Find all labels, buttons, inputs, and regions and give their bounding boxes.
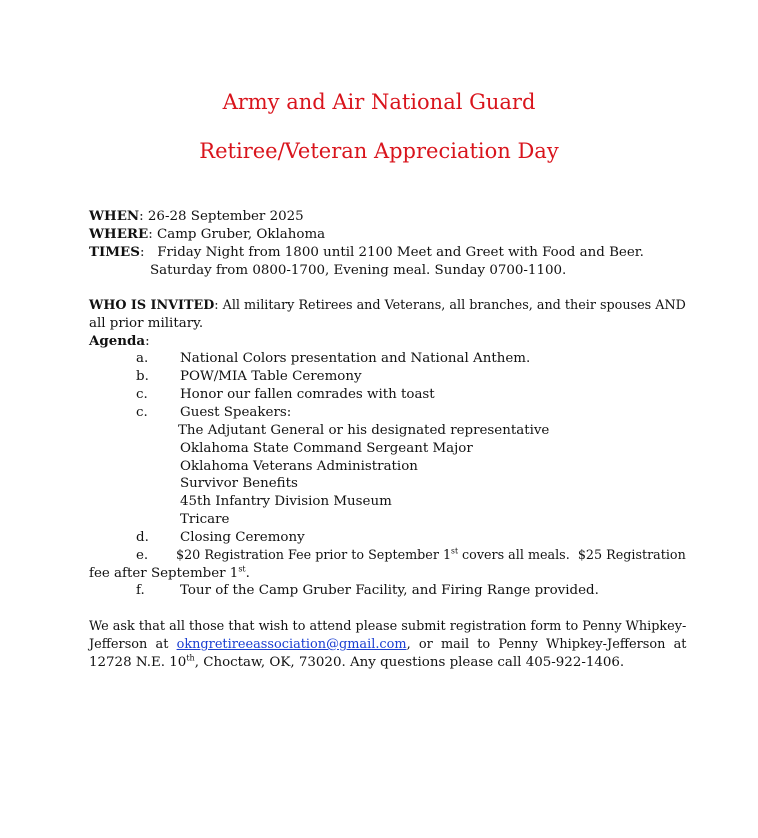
speaker-item: Oklahoma Veterans Administration bbox=[180, 459, 418, 474]
invited-line bbox=[89, 297, 686, 315]
closing-line-3-sup: th bbox=[186, 653, 195, 663]
agenda-item-e-text-1: $20 Registration Fee prior to September 1 bbox=[176, 548, 452, 563]
agenda-item-c1: Honor our fallen comrades with toast bbox=[180, 387, 435, 402]
agenda-item-c2: Guest Speakers: bbox=[180, 405, 292, 420]
closing-line-3 bbox=[89, 654, 624, 672]
agenda-item-e-cont-end: . bbox=[245, 566, 250, 581]
when-value: : 26-28 September 2025 bbox=[139, 209, 304, 224]
where-line bbox=[89, 226, 325, 244]
title-line-1: Army and Air National Guard bbox=[222, 90, 536, 114]
agenda-item-b: POW/MIA Table Ceremony bbox=[180, 369, 362, 384]
agenda-letter-e: e. bbox=[136, 548, 149, 563]
closing-line-2-text-1: Jefferson at bbox=[89, 637, 177, 652]
where-value: : Camp Gruber, Oklahoma bbox=[148, 227, 326, 242]
closing-line-3-text-1: 12728 N.E. 10 bbox=[89, 655, 187, 670]
agenda-item-e-text-2: covers all meals. $25 Registration bbox=[458, 548, 686, 563]
agenda-letter-c2: c. bbox=[136, 405, 148, 420]
speaker-item: The Adjutant General or his designated representative bbox=[178, 423, 550, 438]
agenda-letter-d: d. bbox=[136, 530, 149, 545]
invited-line-2: all prior military. bbox=[89, 316, 204, 331]
closing-line-2-text-2: , or mail to Penny Whipkey-Jefferson at bbox=[406, 637, 687, 652]
agenda-label: Agenda bbox=[89, 333, 146, 349]
times-label: TIMES bbox=[89, 244, 140, 260]
agenda-item-d: Closing Ceremony bbox=[180, 530, 305, 545]
invited-value-1: : All military Retirees and Veterans, all branches, and their spouses AND bbox=[214, 298, 686, 313]
invited-label: WHO IS INVITED bbox=[89, 297, 215, 313]
speaker-item: Oklahoma State Command Sergeant Major bbox=[180, 441, 473, 456]
agenda-item-e-sup-2: st bbox=[238, 564, 246, 574]
agenda-item-e-cont-text: fee after September 1 bbox=[89, 566, 239, 581]
agenda-letter-f: f. bbox=[136, 583, 145, 598]
title-line-2: Retiree/Veteran Appreciation Day bbox=[199, 139, 559, 163]
closing-line-1: We ask that all those that wish to attend please submit registration form to Penny Whipkey- bbox=[89, 619, 687, 634]
agenda-item-e-cont bbox=[89, 565, 250, 583]
agenda-item-f: Tour of the Camp Gruber Facility, and Firing Range provided. bbox=[180, 583, 599, 598]
when-label: WHEN bbox=[89, 208, 140, 224]
agenda-letter-a: a. bbox=[136, 351, 149, 366]
agenda-colon: : bbox=[145, 334, 150, 349]
where-label: WHERE bbox=[89, 226, 149, 242]
agenda-heading bbox=[89, 333, 150, 351]
when-line bbox=[89, 208, 304, 226]
speaker-item: 45th Infantry Division Museum bbox=[180, 494, 392, 509]
agenda-item-a: National Colors presentation and National Anthem. bbox=[180, 351, 531, 366]
agenda-item-e-sup-1: st bbox=[451, 546, 459, 556]
email-link[interactable]: okngretireeassociation@gmail.com bbox=[176, 637, 407, 652]
times-line bbox=[89, 244, 644, 262]
agenda-letter-b: b. bbox=[136, 369, 149, 384]
closing-line-3-text-2: , Choctaw, OK, 73020. Any questions please call 405-922-1406. bbox=[194, 655, 625, 670]
times-line-2: Saturday from 0800-1700, Evening meal. Sunday 0700-1100. bbox=[150, 263, 567, 278]
agenda-item-e bbox=[176, 547, 686, 565]
times-value-1: : Friday Night from 1800 until 2100 Meet and Greet with Food and Beer. bbox=[139, 245, 644, 260]
closing-line-2 bbox=[89, 636, 686, 654]
speaker-item: Tricare bbox=[180, 512, 230, 527]
speaker-item: Survivor Benefits bbox=[180, 476, 298, 491]
agenda-letter-c1: c. bbox=[136, 387, 148, 402]
